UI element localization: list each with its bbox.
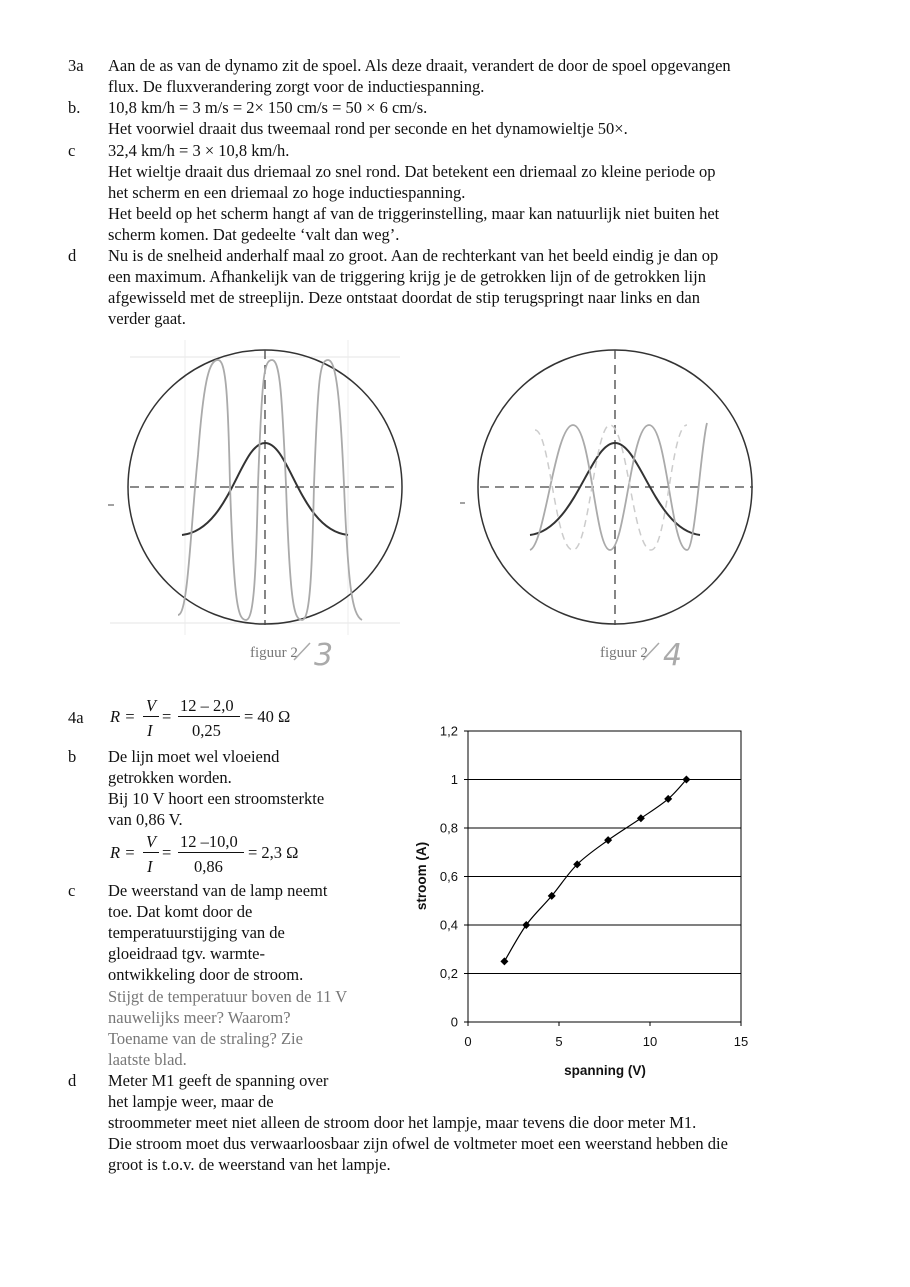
q4a-label: 4a <box>68 708 84 727</box>
chart-x-tick-label: 5 <box>555 1034 563 1049</box>
chart-x-tick-label: 0 <box>464 1034 472 1049</box>
q4b-formula-numerator: 12 –10,0 <box>180 832 238 851</box>
figure-3-caption: figuur 2 <box>250 645 298 661</box>
q3d-label: d <box>68 246 77 265</box>
chart-y-tick-label: 1 <box>450 772 458 787</box>
q4b-line-3: Bij 10 V hoort een stroomsterkte <box>108 789 325 808</box>
q3d-line-3: afgewisseld met de streeplijn. Deze ontstaat doordat de stip terugspringt naar links en dan <box>108 288 700 307</box>
q3b-line-1: 10,8 km/h = 3 m/s = 2× 150 cm/s = 50 × 6 cm/s. <box>108 98 428 117</box>
q4b-formula-i: I <box>147 857 153 876</box>
q4b-label: b <box>68 747 77 766</box>
q4c-note-line-1: Stijgt de temperatuur boven de 11 V <box>108 987 348 1006</box>
q4a-fraction-bar-1 <box>143 716 159 717</box>
q3c-line-3: het scherm en een driemaal zo hoge inductiespanning. <box>108 183 466 202</box>
q4c-line-1: De weerstand van de lamp neemt <box>108 881 328 900</box>
q4b-formula-result: = 2,3 Ω <box>248 843 299 862</box>
q3c-line-5: scherm komen. Dat gedeelte ‘valt dan weg’. <box>108 225 400 244</box>
q3c-label: c <box>68 141 76 160</box>
q4a-formula-result: = 40 Ω <box>244 707 291 726</box>
q3d-line-1: Nu is de snelheid anderhalf maal zo groot. Aan de rechterkant van het beeld eindig je dan op <box>108 246 719 265</box>
q4b-line-4: van 0,86 V. <box>108 810 183 829</box>
chart-data-point <box>637 814 645 822</box>
chart-y-tick-label: 0,6 <box>439 869 458 884</box>
q4a-formula-denominator: 0,25 <box>192 721 221 740</box>
q3b-label: b. <box>68 98 81 117</box>
current-voltage-chart <box>400 715 770 1090</box>
q4d-line-4: Die stroom moet dus verwaarloosbaar zijn ofwel de voltmeter moet een weerstand hebben die <box>108 1134 728 1153</box>
chart-x-tick-label: 10 <box>642 1034 658 1049</box>
q4c-note-line-3: Toename van de straling? Zie <box>108 1029 303 1048</box>
q4d-label: d <box>68 1071 77 1090</box>
q4a-formula-i: I <box>147 721 153 740</box>
oscilloscope-figure-3 <box>100 335 410 675</box>
oscilloscope-figure-4 <box>455 335 765 675</box>
chart-data-point <box>604 836 612 844</box>
q4b-formula-lhs: R = <box>110 843 136 862</box>
q4a-equals: = <box>162 707 172 726</box>
chart-y-tick-label: 0,2 <box>439 966 458 981</box>
q4b-formula-denominator: 0,86 <box>194 857 223 876</box>
q3a-label: 3a <box>68 56 84 75</box>
q4c-line-4: gloeidraad tgv. warmte- <box>108 944 265 963</box>
q3d-line-2: een maximum. Afhankelijk van de triggering krijg je de getrokken lijn of de getrokken lijn <box>108 267 706 286</box>
q4a-formula-lhs: R = <box>110 707 136 726</box>
q3c-line-4: Het beeld op het scherm hangt af van de triggerinstelling, maar kan natuurlijk niet buiten het <box>108 204 720 223</box>
q4b-fraction-bar-2 <box>178 852 244 853</box>
q4c-line-3: temperatuurstijging van de <box>108 923 285 942</box>
q4c-line-5: ontwikkeling door de stroom. <box>108 965 304 984</box>
chart-x-axis-label: spanning (V) <box>564 1063 646 1078</box>
figure-4-caption: figuur 2 <box>600 645 648 661</box>
chart-y-tick-label: 1,2 <box>439 723 458 739</box>
chart-y-axis-label: stroom (A) <box>414 841 429 911</box>
q3a-line-1: Aan de as van de dynamo zit de spoel. Als deze draait, verandert de door de spoel opgevangen <box>108 56 731 75</box>
q3c-line-2: Het wieltje draait dus driemaal zo snel rond. Dat betekent een driemaal zo kleine periode op <box>108 162 716 181</box>
q4d-line-1: Meter M1 geeft de spanning over <box>108 1071 329 1090</box>
q4d-line-5: groot is t.o.v. de weerstand van het lampje. <box>108 1155 391 1174</box>
chart-y-tick-label: 0 <box>450 1014 458 1030</box>
chart-y-tick-label: 0,4 <box>439 917 458 933</box>
figure-3-handwritten-number: 3 <box>314 638 334 673</box>
q3b-line-2: Het voorwiel draait dus tweemaal rond per seconde en het dynamowieltje 50×. <box>108 119 628 138</box>
figure-4-handwritten-number: 4 <box>663 638 683 673</box>
q4b-formula-v: V <box>146 832 157 851</box>
q4c-note-line-2: nauwelijks meer? Waarom? <box>108 1008 291 1027</box>
q4d-line-2: het lampje weer, maar de <box>108 1092 274 1111</box>
q4a-formula-numerator: 12 – 2,0 <box>180 696 234 715</box>
q4d-line-3: stroommeter meet niet alleen de stroom door het lampje, maar tevens die door meter M1. <box>108 1113 697 1132</box>
chart-y-tick-label: 0,8 <box>439 820 458 836</box>
q3c-line-1: 32,4 km/h = 3 × 10,8 km/h. <box>108 141 290 160</box>
q4b-line-1: De lijn moet wel vloeiend <box>108 747 280 766</box>
chart-series-line <box>504 780 686 962</box>
q4a-fraction-bar-2 <box>178 716 240 717</box>
q4c-line-2: toe. Dat komt door de <box>108 902 253 921</box>
q3a-line-2: flux. De fluxverandering zorgt voor de inductiespanning. <box>108 77 485 96</box>
chart-x-tick-label: 15 <box>733 1034 749 1049</box>
q4b-fraction-bar-1 <box>143 852 159 853</box>
q4a-formula-v: V <box>146 696 157 715</box>
chart-data-point <box>500 957 508 965</box>
q4b-equals: = <box>162 843 172 862</box>
q3d-line-4: verder gaat. <box>108 309 186 328</box>
q4b-line-2: getrokken worden. <box>108 768 232 787</box>
q4c-note-line-4: laatste blad. <box>108 1050 187 1069</box>
q4c-label: c <box>68 881 76 900</box>
